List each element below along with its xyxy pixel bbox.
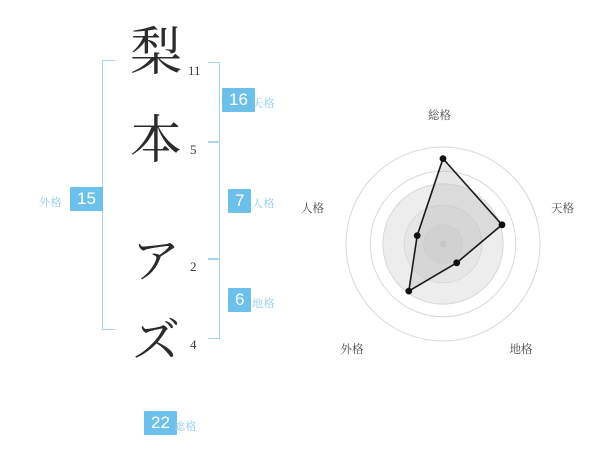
name-breakdown-panel — [0, 0, 300, 470]
radar-axis-label-jinkaku: 人格 — [301, 203, 325, 216]
jinkaku-bracket — [208, 142, 220, 259]
stroke-count: 4 — [190, 337, 197, 352]
name-character: ア — [131, 235, 180, 288]
jinkaku-label: 人格 — [252, 198, 275, 210]
tenkaku-score-badge: 16 — [222, 88, 255, 112]
gaikaku-bracket — [102, 60, 115, 330]
radar-chart-svg — [300, 0, 600, 470]
stroke-count: 11 — [188, 63, 201, 78]
tenkaku-label: 天格 — [252, 98, 275, 110]
radar-chart — [300, 0, 600, 470]
jinkaku-score-badge: 7 — [228, 189, 251, 213]
stroke-count: 5 — [190, 142, 197, 157]
tenkaku-bracket — [208, 62, 220, 142]
chikaku-label: 地格 — [252, 298, 275, 310]
name-character: 本 — [129, 113, 182, 170]
gaikaku-label: 外格 — [39, 197, 62, 209]
radar-axis-label-chikaku: 地格 — [509, 344, 533, 357]
soukaku-label: 総格 — [174, 421, 197, 433]
radar-axis-label-tenkaku: 天格 — [550, 203, 574, 216]
name-character: ズ — [131, 315, 180, 368]
chikaku-score-badge: 6 — [228, 288, 251, 312]
gaikaku-score-badge: 15 — [70, 187, 103, 211]
soukaku-score-badge: 22 — [144, 411, 177, 435]
radar-axis-label-gaikaku: 外格 — [340, 344, 364, 357]
name-character: 梨 — [129, 25, 182, 82]
chikaku-bracket — [208, 259, 220, 339]
stroke-count: 2 — [190, 259, 197, 274]
radar-axis-label-soukaku: 総格 — [428, 110, 451, 122]
